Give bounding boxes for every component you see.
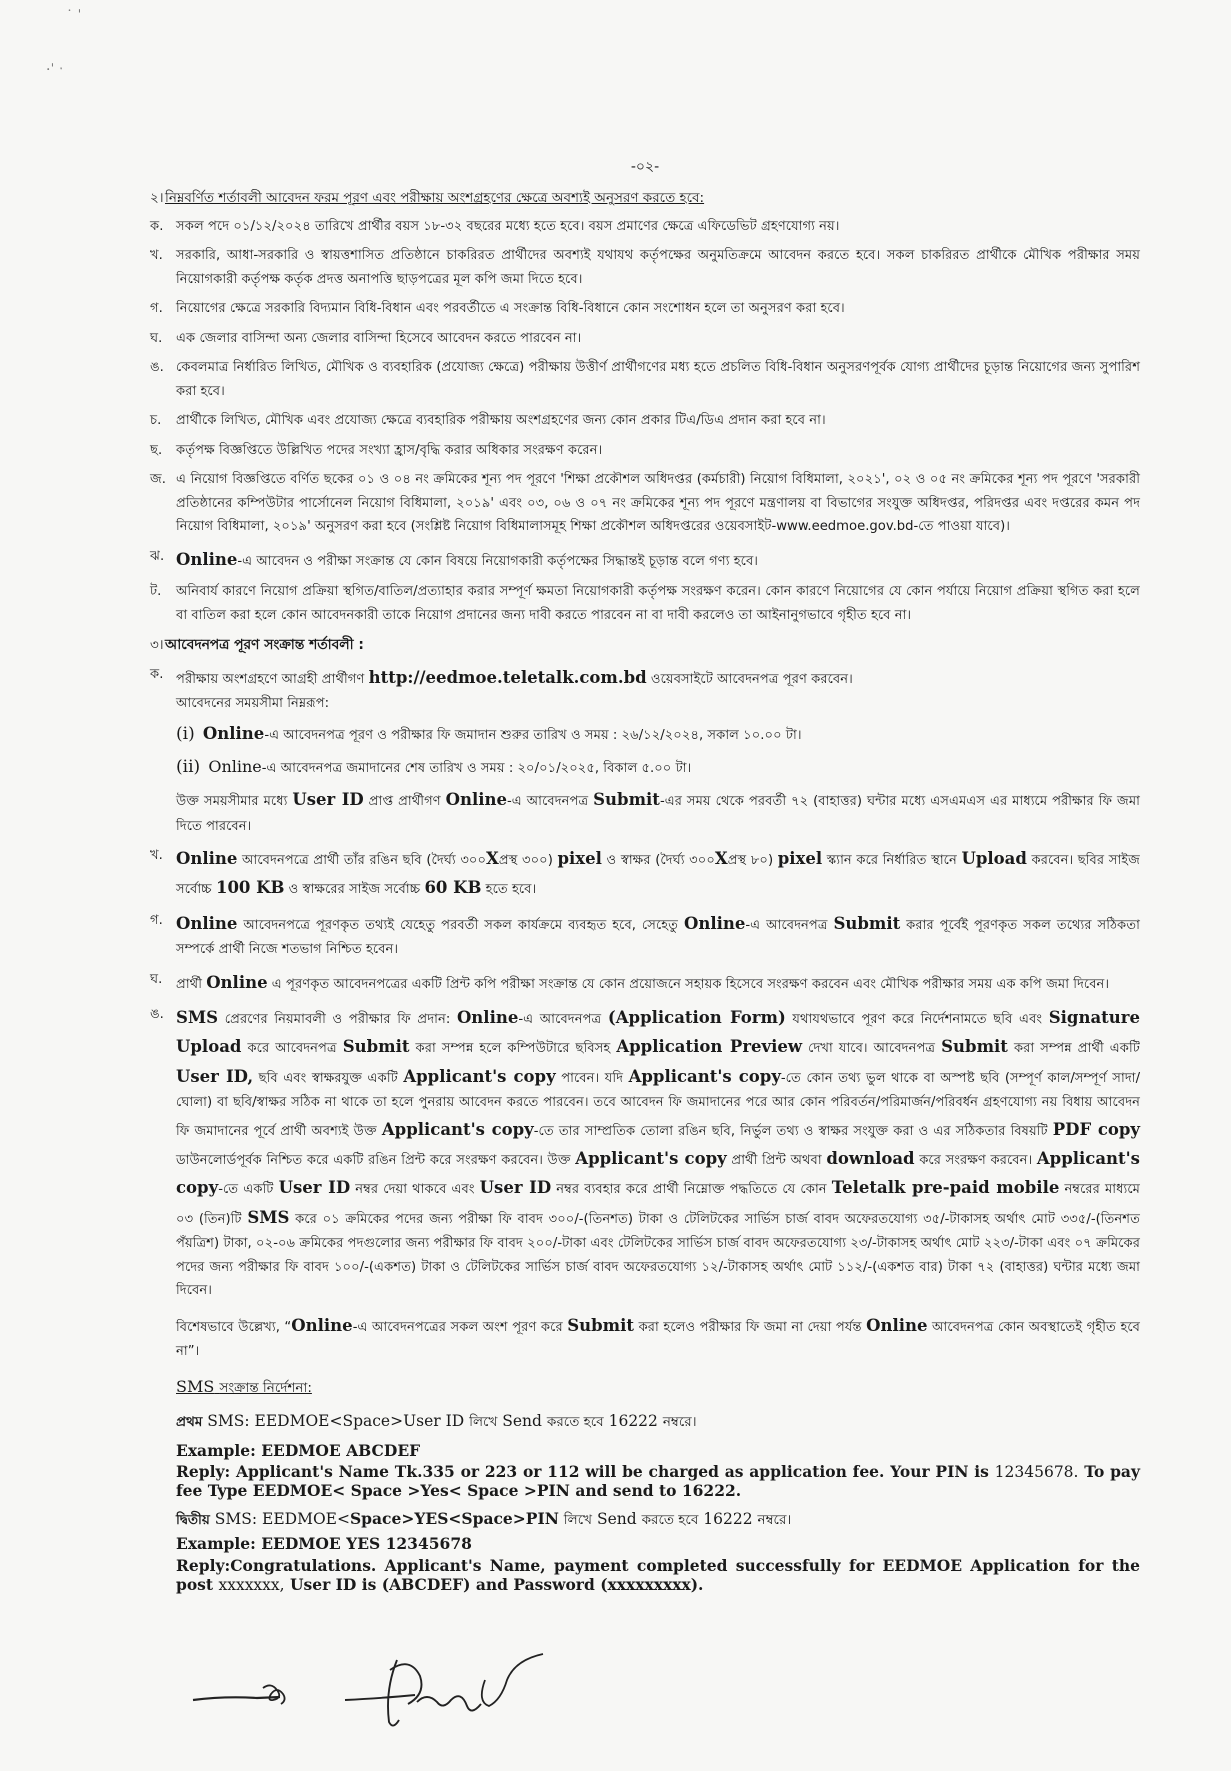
item-label: জ. [150,472,166,488]
online-term: Online [176,549,238,569]
roman-number: (ii) [176,756,201,777]
text: To pay fee Type EEDMOE< Space >Yes< Space >PIN and send to 16222. [176,1462,1140,1500]
text: প্রেরণের নিয়মাবলী ও পরীক্ষার ফি প্রদান: [224,1011,451,1027]
item-text: নিয়োগের ক্ষেত্রে সরকারি বিদ্যমান বিধি-বিধান এবং পরবর্তীতে এ সংক্রান্ত বিধি-বিধানে কোন সংশোধন হলে তা অনুসরণ করা হবে। [176,301,845,317]
list-item-gha [150,968,1140,997]
sms-format: SMS: EEDMOE<Space>User ID [207,1411,465,1430]
term: User ID [479,1178,552,1198]
text: -তে একটি [218,1182,274,1198]
item-text: এক জেলার বাসিন্দা অন্য জেলার বাসিন্দা হিসেবে আবেদন করতে পারবেন না। [176,330,582,346]
text: করে সংরক্ষণ করবেন। [919,1152,1033,1168]
term: pixel [777,849,823,869]
text: -এ আবেদনপত্র [745,917,828,933]
item-text: ওয়েবসাইটে আবেদনপত্র পূরণ করবেন। [650,671,853,687]
list-item-nga [150,1003,1140,1303]
term: Applicant's copy [628,1066,781,1086]
text: -এ আবেদনপত্রের সকল অংশ পূরণ করে [352,1319,563,1335]
section-number: ৩। [150,637,164,654]
text: করার পূর্বেই পূরণকৃত সকল তথ্যের সঠিকতা সম্পর্কে প্রার্থী নিজে শতভাগ নিশ্চিত হবেন। [176,917,1140,958]
term: Applicant's copy [176,1148,1140,1198]
list-item [150,439,1140,463]
term: Applicant's copy [403,1066,556,1086]
term: Application Preview [616,1037,803,1057]
sms-instructions-heading [176,1373,1140,1401]
text: User ID is (ABCDEF) and Password (xxxxxxxxx). [290,1574,704,1594]
list-item [150,244,1140,291]
term: pixel [557,849,602,869]
item-text: আবেদনের সময়সীমা নিম্নরূপ: [176,696,330,712]
item-label: ছ. [150,442,163,458]
text: প্রস্থ ৩০০) [498,853,553,869]
term: User ID [292,790,364,810]
text: করা সম্পন্ন হলে কম্পিউটারে ছবিসহ [415,1041,611,1057]
signature-stroke-1 [193,1697,280,1700]
text: আবেদনপত্রে পূরণকৃত তথ্যই যেহেতু পরবর্তী সকল কার্যক্রমে ব্যবহৃত হবে, সেহেতু [243,917,679,933]
text: ও স্বাক্ষর (দৈর্ঘ্য ৩০০ [606,853,715,869]
example-1: Example: EEDMOE ABCDEF [176,1441,421,1461]
term: Submit [342,1037,410,1057]
text: করা সম্পন্ন প্রার্থী একটি [1013,1041,1140,1057]
term: Submit [833,913,901,933]
text: Reply: Applicant's Name Tk.335 or 223 or 112 will be charged as application fee. Your PIN is [176,1462,989,1482]
special-note [176,1311,1140,1364]
example-2: Example: EEDMOE YES 12345678 [176,1533,472,1553]
text: প্রস্থ ৮০) [727,853,774,869]
term: X [714,849,728,869]
signature-stroke-3 [345,1660,481,1726]
sms-format: SMS: EEDMOE< [214,1510,350,1529]
item-label: ক. [150,218,164,234]
scan-mark-side: ·ˈ ˑ [46,62,64,78]
text: -তে তার সাম্প্রতিক তোলা রঙিন ছবি, নির্ভুল তথ্য ও স্বাক্ষর সংযুক্ত করা ও এর সঠিকতার বিষয়টি [533,1123,1048,1139]
term: PDF copy [1052,1119,1140,1139]
term: Online [683,913,746,933]
text: পাবেন। যদি [561,1070,624,1086]
text: ও স্বাক্ষরের সাইজ সর্বোচ্চ [288,882,421,898]
text: নম্বরে। [662,1413,697,1430]
text: 12345678. [994,1463,1079,1482]
list-item [150,580,1140,627]
text: নম্বর দেয়া থাকবে এবং [355,1182,475,1198]
item-label: ঘ. [150,971,163,987]
scan-mark-top: ˙ ˈ [66,8,82,24]
text: করতে হবে [546,1413,604,1430]
signature-stroke-2 [263,1685,285,1704]
schedule-text: -এ আবেদনপত্র জমাদানের শেষ তারিখ ও সময় : ২০/০১/২০২৫, বিকাল ৫.০০ টা। [261,760,692,776]
item-text: এ নিয়োগ বিজ্ঞপ্তিতে বর্ণিত ছকের ০১ ও ০৪ নং ক্রমিকের শূন্য পদ পূরণে 'শিক্ষা প্রকৌশল অধিদপ্তর (কর্মচারী) নিয়োগ বিধিমালা, ২০২১', ০২ ও ০৫ নং ক্রমিকের শূন্য পদ পূরণে 'সরকারী প্রতিষ্ঠানের কম্পিউটার পার্সোনেল নিয়োগ বিধিমালা, ২০১৯' এবং ০৩, ০৬ ও ০৭ নং ক্রমিকের শূন্য পদ পূরণে মন্ত্রণালয় বা বিভাগের সংযুক্ত অধিদপ্তর, পরিদপ্তর এবং দপ্তরের কমন পদ নিয়োগ বিধিমালা, ২০১৯' অনুসরণ করা হবে (সংশ্লিষ্ট নিয়োগ বিধিমালাসমূহ শিক্ষা প্রকৌশল অধিদপ্তরের ওয়েবসাইট-www.eedmoe.gov.bd-তে পাওয়া যাবে)। [176,472,1140,535]
term: Applicant's copy [381,1119,534,1139]
schedule-start [176,719,1140,749]
item-text: প্রার্থীকে লিখিত, মৌখিক এবং প্রযোজ্য ক্ষেত্রে ব্যবহারিক পরীক্ষায় অংশগ্রহণের জন্য কোন প্রকার টিএ/ডিএ প্রদান করা হবে না। [176,413,826,429]
schedule-end [176,752,1140,782]
roman-number: (i) [176,723,195,744]
item-text: কেবলমাত্র নির্ধারিত লিখিত, মৌখিক ও ব্যবহারিক (প্রযোজ্য ক্ষেত্রে) পরীক্ষায় উত্তীর্ণ প্রার্থীগণের মধ্য হতে প্রচলিত বিধি-বিধান অনুসরণপূর্বক যোগ্য প্রার্থীদের চূড়ান্ত নিয়োগের জন্য সুপারিশ করা হবে। [176,360,1140,399]
term: Teletalk pre-paid mobile [831,1178,1060,1198]
signatures [185,1640,685,1740]
term: SMS [176,1377,215,1397]
term: X [486,849,499,869]
item-label: খ. [150,248,163,264]
item-text: অনিবার্য কারণে নিয়োগ প্রক্রিয়া স্থগিত/বাতিল/প্রত্যাহার করার সম্পূর্ণ ক্ষমতা নিয়োগকারী কর্তৃপক্ষ সংরক্ষণ করেন। কোন কারণে নিয়োগের যে কোন পর্যায়ে নিয়োগ প্রক্রিয়া স্থগিত করা হলে বা বাতিল করা হলে কোন আবেদনকারী তাকে নিয়োগ প্রদানের জন্য দাবী করতে পারবেন না বা দাবী করলেও তা আইনানুগভাবে গৃহীত হবে না। [176,584,1140,623]
term: Online [291,1315,353,1335]
item-text: পরীক্ষায় অংশগ্রহণে আগ্রহী প্রার্থীগণ [176,671,365,687]
text: -এ আবেদনপত্র [518,1011,602,1027]
list-item [150,409,1140,433]
text: করে ০১ ক্রমিকের পদের জন্য পরীক্ষা ফি বাবদ ৩০০/-(তিনশত) টাকা ও টেলিটকের সার্ভিস চার্জ বাবদ অফেরতযোগ্য ৩৫/-টাকাসহ অর্থাৎ মোট ৩৩৫/-(তিনশত পঁয়ত্রিশ) টাকা, ০২-০৬ ক্রমিকের পদগুলোর জন্য পরীক্ষার ফি বাবদ ২০০/-টাকা এবং টেলিটকের সার্ভিস চার্জ বাবদ অফেরতযোগ্য ২৩/-টাকাসহ অর্থাৎ মোট ২২৩/-টাকা এবং ০৭ ক্রমিকের পদের জন্য পরীক্ষার ফি বাবদ ১০০/-(একশত) টাকা ও টেলিটকের সার্ভিস চার্জ বাবদ অফেরতযোগ্য ১২/-টাকাসহ অর্থাৎ মোট ১১২/-(একশত বার) টাকা ৭২ (বাহাত্তর) ঘন্টার মধ্যে জমা দিবেন। [176,1211,1140,1298]
text: করতে হবে [641,1512,699,1529]
text: লিখে [469,1413,498,1430]
item-label: ঝ. [150,548,165,564]
item-label: গ. [150,912,163,928]
page-number: -০২- [630,159,660,175]
term: Online [445,790,508,810]
text: দেখা যাবে। আবেদনপত্র [808,1041,936,1057]
term: SMS [176,1007,219,1027]
text: আবেদনপত্র কোন অবস্থাতেই গৃহীত হবে না”। [176,1319,1141,1359]
reply-1 [176,1463,1140,1500]
term: User ID [278,1178,351,1198]
list-item [150,545,1140,574]
term: 100 KB [215,878,285,898]
list-item [150,356,1140,403]
list-item [150,297,1140,321]
text: লিখে [563,1512,593,1529]
text: বিশেষভাবে উল্লেখ্য, “ [176,1319,292,1335]
text: আবেদনপত্রে প্রার্থী তাঁর রঙিন ছবি (দৈর্ঘ্য ৩০০ [242,853,487,869]
schedule-note [176,785,1140,838]
sms-number: 16222 [703,1510,753,1529]
online-term: Online [208,756,262,776]
term: Submit [941,1037,1008,1057]
section-3-heading [150,633,1140,658]
reply-2 [176,1557,1140,1594]
online-term: Online [202,723,265,743]
item-label: ঘ. [150,330,163,346]
text: xxxxxxx, [218,1575,285,1594]
term: Applicant's copy [575,1148,727,1168]
text: হতে হবে। [485,882,537,898]
term: (Application Form) [607,1007,786,1027]
schedule-text: -এ আবেদনপত্র পূরণ ও পরীক্ষার ফি জমাদান শুরুর তারিখ ও সময় : ২৬/১২/২০২৪, সকাল ১০.০০ টা। [264,727,802,743]
text: -তে কোন তথ্য ভুল থাকে বা অস্পষ্ট ছবি (সম্পূর্ণ কাল/সম্পূর্ণ সাদা/ঘোলা) বা ছবি/স্বাক্ষর সঠিক না থাকে তা হলে পুনরায় আবেদন করতে পারবেন। তবে আবেদন ফি জমাদানের পরে আর কোন পরিবর্তন/পরিমার্জন/পরিবর্ধন গ্রহণযোগ্য নয় বিধায় আবেদন ফি জমাদানের পূর্বে প্রার্থী অবশ্যই উক্ত [176,1070,1141,1139]
item-label: গ. [150,301,163,317]
list-item [150,215,1140,239]
term: Space [349,1509,402,1529]
term: download [826,1148,915,1168]
item-label: ক. [150,666,164,682]
list-item [150,468,1140,539]
term: 60 KB [424,878,482,898]
text: প্রার্থী প্রিন্ট অথবা [731,1152,822,1168]
term: Send [596,1510,637,1529]
text: -এ আবেদনপত্র [507,794,589,810]
sms-number: 16222 [608,1411,658,1430]
item-label: ট. [150,584,162,600]
text: Reply:Congratulations. Applicant's Name, payment completed successfully for EEDMOE Application for the post [176,1556,1140,1594]
document-body [150,155,1140,1595]
term: Signature Upload [176,1007,1140,1057]
signature-stroke-4 [482,1654,543,1706]
text: নম্বরের মাধ্যমে ০৩ (তিন)টি [176,1182,1140,1227]
term: Send [502,1411,542,1430]
term: SMS [247,1207,290,1227]
text: ছবি এবং স্বাক্ষরযুক্ত একটি [258,1070,398,1086]
item-text: সকল পদে ০১/১২/২০২৪ তারিখে প্রার্থীর বয়স ১৮-৩২ বছরের মধ্যে হতে হবে। বয়স প্রমাণের ক্ষেত্রে এফিডেভিট গ্রহণযোগ্য নয়। [176,218,840,234]
list-item-ga [150,909,1140,962]
term: Online [176,849,238,869]
text: প্রার্থী [176,976,202,992]
text: প্রাপ্ত প্রার্থীগণ [368,794,441,810]
text: নম্বরে। [757,1512,792,1529]
term: Online [456,1007,519,1027]
item-text: কর্তৃপক্ষ বিজ্ঞপ্তিতে উল্লিখিত পদের সংখ্যা হ্রাস/বৃদ্ধি করার অধিকার সংরক্ষণ করেন। [176,442,603,458]
text: প্রথম [176,1413,203,1430]
section-heading: আবেদনপত্র পূরণ সংক্রান্ত শর্তাবলী : [165,637,364,654]
term: Upload [961,849,1027,869]
sms-instructions [176,1412,1140,1595]
text: ডাউনলোর্ডপূর্বক নিশ্চিত করে একটি রঙিন প্রিন্ট করে সংরক্ষণ করবেন। উক্ত [176,1152,571,1168]
first-sms [176,1412,1140,1431]
item-label: ঙ. [150,360,164,376]
text: উক্ত সময়সীমার মধ্যে [176,794,288,810]
item-label: ঙ. [150,1006,164,1022]
item-text: সরকারি, আধা-সরকারি ও স্বায়ত্তশাসিত প্রতিষ্ঠানে চাকরিরত প্রার্থীদের অবশ্যই যথাযথ কর্তৃপক্ষের অনুমতিক্রমে আবেদন করতে হবে। সকল চাকরিরত প্রার্থীকে মৌখিক পরীক্ষার সময় নিয়োগকারী কর্তৃপক্ষ কর্তৃক প্রদত্ত অনাপত্তি ছাড়পত্রের মূল কপি জমা দিতে হবে। [176,248,1140,287]
term: Online [206,972,268,992]
item-label: খ. [150,848,163,864]
term: User ID, [176,1066,254,1086]
text: স্ক্যান করে নির্ধারিত স্থানে [826,853,957,869]
text: সংক্রান্ত নির্দেশনা: [219,1380,312,1397]
section-heading: নিম্নবর্ণিত শর্তাবলী আবেদন ফরম পূরণ এবং পরীক্ষায় অংশগ্রহণের ক্ষেত্রে অবশ্যই অনুসরণ করতে হবে: [165,189,705,206]
term: Submit [567,1315,635,1335]
item-label: চ. [150,413,162,429]
list-item-ka [150,663,1140,716]
text: -এর সময় থেকে পরবর্তী ৭২ (বাহাত্তর) ঘন্টার মধ্যে এসএমএস এর মাধ্যমে পরীক্ষার ফি জমা দিতে পারবেন। [176,794,1140,834]
item-text: -এ আবেদন ও পরীক্ষা সংক্রান্ত যে কোন বিষয়ে নিয়োগকারী কর্তৃপক্ষের সিদ্ধান্তই চূড়ান্ত বলে গণ্য হবে। [237,553,759,569]
section-number: ২। [150,189,164,206]
term: >YES< [401,1509,462,1529]
list-item [150,327,1140,351]
term: Space [461,1509,513,1529]
text: নম্বর ব্যবহার করে প্রার্থী নিম্নোক্ত পদ্ধতিতে যে কোন [556,1182,827,1198]
section-2-heading [150,186,1140,210]
second-sms [176,1510,1140,1529]
term: Submit [593,790,660,810]
text: দ্বিতীয় [176,1512,210,1529]
term: >PIN [512,1509,559,1529]
text: যথাযথভাবে পূরণ করে নির্দেশনামতে ছবি এবং [792,1011,1043,1027]
term: Online [866,1315,928,1335]
text: এ পূরণকৃত আবেদনপত্রের একটি প্রিন্ট কপি পরীক্ষা সংক্রান্ত যে কোন প্রয়োজনে সহায়ক হিসেবে সংরক্ষণ করবেন এবং মৌখিক পরীক্ষার সময় এক কপি জমা দিবেন। [271,976,1110,992]
application-url-link[interactable]: http://eedmoe.teletalk.com.bd [368,667,647,687]
text: করা হলেও পরীক্ষার ফি জমা না দেয়া পর্যন্ত [638,1319,862,1335]
term: Online [176,913,238,933]
list-item-kha [150,844,1140,903]
text: করবেন। ছবির সাইজ সর্বোচ্চ [176,853,1140,898]
text: করে আবেদনপত্র [247,1041,337,1057]
section-2-items [150,215,1140,539]
